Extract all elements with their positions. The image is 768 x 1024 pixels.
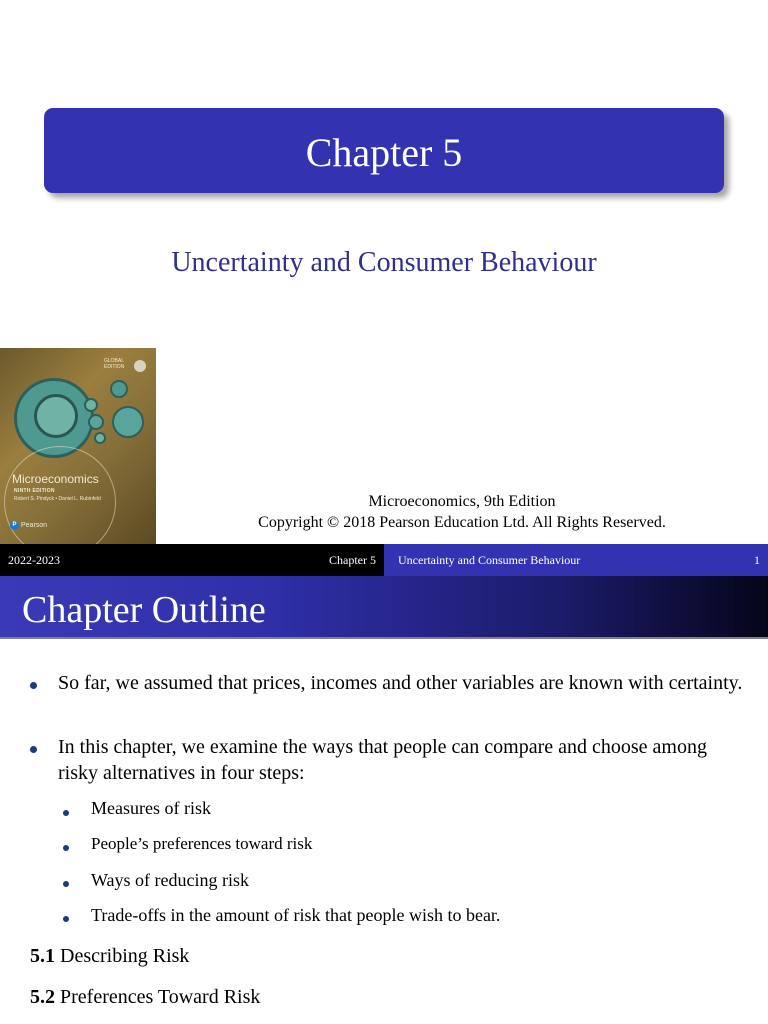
book-edition: NINTH EDITION	[14, 488, 55, 494]
footer-topic: Uncertainty and Consumer Behaviour	[398, 553, 581, 567]
book-cover-image	[0, 348, 156, 544]
copyright-block	[200, 491, 724, 533]
bullet-text-1: So far, we assumed that prices, incomes and other variables are known with certainty.	[58, 672, 743, 694]
edition-line: Microeconomics, 9th Edition	[368, 493, 556, 510]
section-title: Preferences Toward Risk	[60, 986, 261, 1008]
pearson-icon: P	[10, 521, 19, 530]
cover-circle-right	[112, 406, 144, 438]
cover-circle-small-3	[88, 414, 104, 430]
footer-left	[0, 544, 384, 576]
header-rule	[0, 637, 768, 639]
outline-title: Chapter Outline	[22, 589, 266, 631]
section-title: Describing Risk	[60, 945, 190, 967]
cover-circle-inner	[34, 394, 78, 438]
footer-page-number: 1	[754, 553, 760, 567]
section-5-1	[30, 943, 189, 969]
bullet-text-2: In this chapter, we examine the ways that people can compare and choose among risky alternatives in four steps:	[58, 736, 707, 784]
footer-right	[384, 544, 768, 576]
sub-bullet-text-1: Measures of risk	[91, 798, 211, 818]
slide-footer	[0, 544, 768, 576]
publisher-name: Pearson	[21, 522, 48, 529]
cover-circle-small-2	[84, 398, 98, 412]
sub-bullet-icon	[63, 881, 69, 887]
sub-bullet-icon	[63, 845, 69, 851]
book-authors: Robert S. Pindyck • Daniel L. Rubinfeld	[14, 496, 101, 502]
sub-bullet-text-4: Trade-offs in the amount of risk that people wish to bear.	[91, 905, 501, 925]
section-number: 5.1	[30, 945, 55, 967]
outline-header	[0, 576, 768, 637]
section-5-2	[30, 984, 260, 1010]
sub-bullet-icon	[63, 810, 69, 816]
bullet-icon	[30, 682, 37, 689]
cover-circle-small-4	[94, 432, 106, 444]
sub-bullet-text-3: Ways of reducing risk	[91, 870, 250, 890]
book-title: Microeconomics	[12, 472, 99, 486]
copyright-line: Copyright © 2018 Pearson Education Ltd. All Rights Reserved.	[258, 514, 666, 531]
footer-chapter: Chapter 5	[329, 553, 376, 567]
global-edition-badge	[134, 360, 146, 372]
sub-bullet-icon	[63, 916, 69, 922]
outline-slide	[0, 576, 768, 1024]
footer-year: 2022-2023	[8, 553, 60, 567]
sub-bullet-text-2: People’s preferences toward risk	[91, 834, 313, 853]
section-number: 5.2	[30, 986, 55, 1008]
bullet-icon	[30, 746, 37, 753]
publisher-logo	[10, 521, 47, 530]
chapter-title-box	[44, 108, 724, 193]
global-edition-label: GLOBAL EDITION	[104, 358, 125, 370]
chapter-title: Chapter 5	[305, 130, 463, 175]
chapter-subtitle: Uncertainty and Consumer Behaviour	[171, 247, 597, 278]
cover-circle-small-1	[110, 380, 128, 398]
